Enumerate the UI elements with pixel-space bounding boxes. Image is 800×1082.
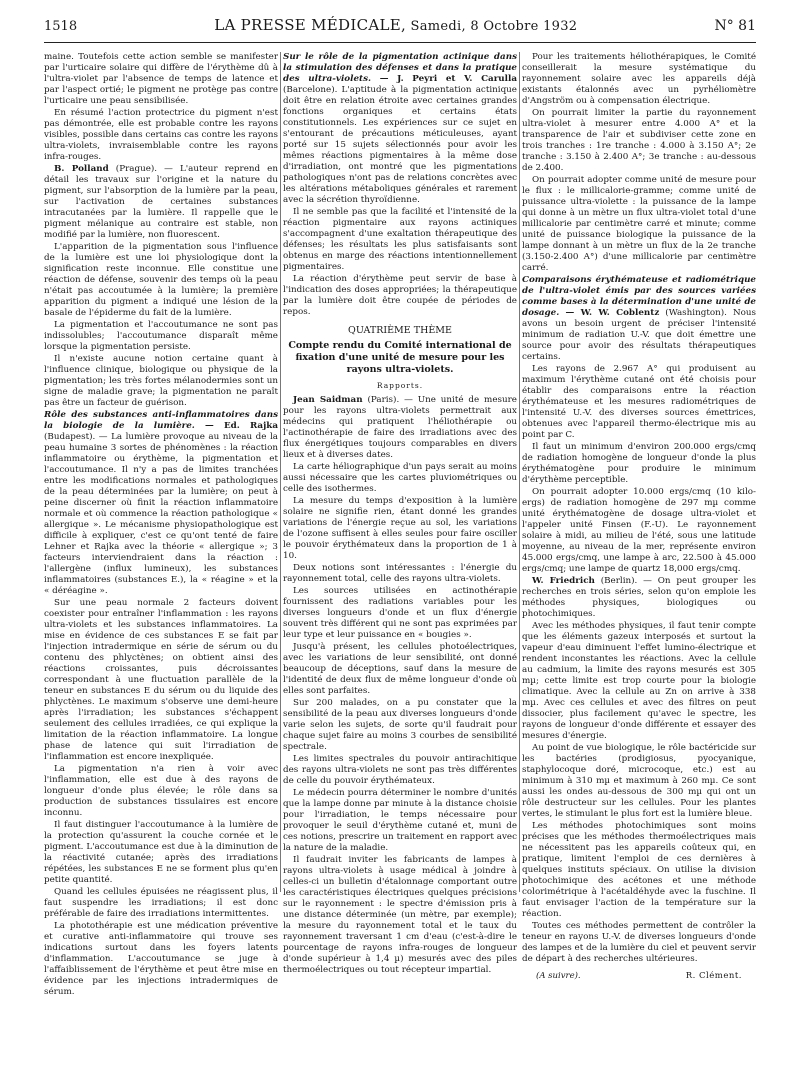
paragraph-text: En résumé l'action protectrice du pigment n'est pas démontrée, elle est probable contre les rayons visibles, possible dans certains cas contre les rayons ultra-violets, invraisemblable contre les rayons infra-rouges. xyxy=(44,108,278,162)
article-footer xyxy=(522,971,756,981)
author-location: (Washington). xyxy=(659,308,733,318)
paragraph xyxy=(44,320,278,353)
paragraph-text: maine. Toutefois cette action semble se manifester par l'urticaire solaire qui diffère de l'érythème dû à l'ultra-violet par l'absence de temps de latence et par l'aspect ortié; le pigment ne protège pas contre l'urticaire une peau sensibilisée. xyxy=(44,52,278,106)
paragraph-text: Les sources utilisées en actinothérapie fournissent des radiations variables pour les diverses longueurs d'onde et un flux d'énergie souvent très différent qui ne sont pas exprimées par leur type et leur puissance en « bougies ». xyxy=(283,586,517,640)
paragraph xyxy=(522,821,756,920)
author-name: Jean Saidman xyxy=(293,395,363,405)
paragraph-text: Les limites spectrales du pouvoir antirachitique des rayons ultra-violets ne sont pas très différentes de celle du pouvoir érythémateux. xyxy=(283,754,517,786)
paragraph-text: La pigmentation et l'accoutumance ne sont pas indissolubles; l'accoutumance disparaît même lorsque la pigmentation persiste. xyxy=(44,320,278,352)
paragraph-text: La photothérapie est une médication préventive et curative anti-inflammatoire qui trouve ses indications surtout dans les foyers latents d'inflammation. L'accoutumance se juge à l'affaiblissement de l'érythème et peut être mise en évidence par les injections intradermiques de sérum. xyxy=(44,921,278,997)
author-name: Ed. Rajka xyxy=(223,421,278,431)
paragraph xyxy=(283,496,517,562)
author-name: J. Peyri et V. Carulla xyxy=(397,74,517,84)
paragraph xyxy=(44,820,278,886)
paragraph xyxy=(283,52,517,206)
paragraph xyxy=(44,354,278,409)
reports-label: Rapports. xyxy=(376,381,424,390)
paragraph xyxy=(44,410,278,597)
paragraph-text: L'apparition de la pigmentation sous l'influence de la lumière est une loi physiologique dont la signification reste inconnue. Elle constitue une réaction de défense, souvenir des temps où la peau n'était pas accoutumée à la lumière; la première apparition du pigment a indiqué une lésion de la basale de l'épiderme du fait de la lumière. xyxy=(44,242,278,318)
paragraph-text: Sur 200 malades, on a pu constater que la sensibilité de la peau aux diverses longueurs d'onde varie selon les sujets, de sorte qu'il faudrait pour chaque sujet faire au moins 3 courbes de sensibilité spectrale. xyxy=(283,698,517,752)
paragraph xyxy=(283,698,517,753)
paragraph-text: Toutes ces méthodes permettent de contrôler la teneur en rayons U.-V. de diverses longueurs d'onde des lampes et de la lumière du ciel et peuvent servir de départ à des recherches ultérieures. xyxy=(522,921,756,964)
paragraph xyxy=(44,764,278,819)
journal-name: LA PRESSE MÉDICALE, xyxy=(214,16,407,34)
author-location: (Budapest). — xyxy=(44,432,112,442)
author-name: W. Friedrich xyxy=(532,576,595,586)
column-3 xyxy=(522,52,756,1062)
paragraph xyxy=(283,395,517,461)
issue-date: Samedi, 8 Octobre 1932 xyxy=(410,19,578,34)
paragraph-text: Deux notions sont intéressantes : l'énergie du rayonnement total, celle des rayons ultra-violets. xyxy=(283,563,517,584)
paragraph xyxy=(522,487,756,575)
paragraph xyxy=(283,642,517,697)
paragraph-text: La mesure du temps d'exposition à la lumière solaire ne signifie rien, étant donné les grandes variations de l'énergie reçue au sol, les variations de l'ozone suffisent à elles seules pour faire osciller le pouvoir érythémateux dans la proportion de 1 à 10. xyxy=(283,496,517,561)
signature: R. Clément. xyxy=(685,971,742,981)
paragraph xyxy=(44,598,278,763)
paragraph xyxy=(522,743,756,820)
author-location: (Barcelone). xyxy=(283,85,342,95)
paragraph xyxy=(44,242,278,319)
article-title: Rôle des substances anti-inflammatoires dans la biologie de la lumière. — xyxy=(44,410,278,431)
paragraph-text: Il faut un minimum d'environ 200.000 ergs/cmq de radiation homogène de longueur d'onde la plus érythématogène pour produire le minimum d'érythème perceptible. xyxy=(522,442,756,485)
paragraph-text: On peut grouper les recherches en trois séries, selon qu'on emploie les méthodes physiques, biologiques ou photochimiques. xyxy=(522,576,756,619)
paragraph xyxy=(283,788,517,854)
paragraph-text: Pour les traitements héliothérapiques, le Comité conseillerait la mesure systématique du rayonnement solaire avec les appareils déjà existants étalonnés avec un pyrhéliomètre d'Angström ou à compensation électrique. xyxy=(522,52,756,106)
paragraph xyxy=(283,274,517,318)
paragraph-text: La pigmentation n'a rien à voir avec l'inflammation, elle est due à des rayons de longueur d'onde plus élevée; le rôle dans sa production de substances tissulaires est encore inconnu. xyxy=(44,764,278,818)
column-divider xyxy=(280,52,281,892)
paragraph-text: On pourrait adopter comme unité de mesure pour le flux : le millicalorie-gramme; comme unité de puissance ultra-violette : la puissance de la lampe qui donne à un mètre un flux ultra-violet total d'une millicalorie par centimètre carré et minute; comme unité de puissance biologique la puissance de la lampe donnant à un mètre un flux de la 2e tranche (3.150-2.400 A°) d'une millicalorie par centimètre carré. xyxy=(522,175,756,273)
author-name: W. W. Coblentz xyxy=(580,308,660,318)
paragraph-text: Il faut distinguer l'accoutumance à la lumière de la protection qu'assurent la couche cornée et le pigment. L'accoutumance est due à la diminution de la réactivité cutanée; après des irradiations répétées, les substances E ne se forment plus qu'en petite quantité. xyxy=(44,820,278,885)
page-header xyxy=(44,16,756,38)
author-location: (Prague). — xyxy=(108,164,180,174)
column-1 xyxy=(44,52,278,1062)
paragraph xyxy=(522,52,756,107)
paragraph xyxy=(283,563,517,585)
article-title: Sur le rôle de la pigmentation actinique dans la stimulation des défenses et dans la pratique des ultra-violets. — xyxy=(283,52,517,84)
paragraph xyxy=(522,364,756,441)
paragraph-text: Une unité de mesure pour les rayons ultra-violets permettrait aux médecins qui pratiquent l'héliothérapie ou l'actinothérapie de faire des irradiations avec des flux énergétiques toujours comparables en divers lieux et à diverses dates. xyxy=(283,395,517,460)
paragraph xyxy=(44,164,278,241)
author-location: (Berlin). — xyxy=(594,576,658,586)
paragraph xyxy=(44,887,278,920)
paragraph-text: Avec les méthodes physiques, il faut tenir compte que les éléments gazeux interposés et surtout la vapeur d'eau diminuent l'effet lumino-électrique et rendent inconstantes les réactions. Avec la cellule au cadmium, la limite des rayons mesurés est 305 mµ; cette limite est trop courte pour la biologie climatique. Avec la cellule au Zn on arrive à 338 mµ. Avec ces cellules et avec des filtres on peut dissocier, plus facilement qu'avec le spectre, les rayons de longueur d'onde différente et essayer des mesures d'énergie. xyxy=(522,621,756,741)
paragraph-text: Il n'existe aucune notion certaine quant à l'influence clinique, biologique ou physique de la pigmentation; les très fortes mélanodermies sont un signe de maladie grave; la pigmentation ne paraît pas être un facteur de guérison. xyxy=(44,354,278,408)
paragraph-text: Le médecin pourra déterminer le nombre d'unités que la lampe donne par minute à la distance choisie pour l'irradiation, le temps nécessaire pour provoquer le seuil d'érythème cutané et, muni de ces notions, prescrire un traitement en rapport avec la nature de la maladie. xyxy=(283,788,517,853)
paragraph-text: La carte héliographique d'un pays serait au moins aussi nécessaire que les cartes pluviométriques ou celle des isothermes. xyxy=(283,462,517,494)
column-2 xyxy=(283,52,517,1062)
continued-note: (A suivre). xyxy=(536,971,581,981)
paragraph xyxy=(283,855,517,976)
paragraph-text: L'auteur reprend en détail les travaux sur l'origine et la nature du pigment, sur l'absorption de la lumière par la peau, sur l'activation de certaines substances intracutanées par la lumière. Il rappelle que le pigment mélanique au contraire est stable, non modifié par la lumière, non fluorescent. xyxy=(44,164,278,240)
paragraph-text: Au point de vue biologique, le rôle bactéricide sur les bactéries (prodigiosus, pyocyanique, staphylocoque doré, microcoque, etc.) est au minimum à 310 mµ et maximum à 260 mµ. Ce sont aussi les ondes au-dessous de 300 mµ qui ont un rôle destructeur sur les cellules. Pour les plantes vertes, le stimulant le plus fort est la lumière bleue. xyxy=(522,743,756,819)
paragraph-text: La réaction d'érythème peut servir de base à l'indication des doses appropriées; la thérapeutique par la lumière doit être coupée de périodes de repos. xyxy=(283,274,517,317)
paragraph xyxy=(522,175,756,274)
paragraph xyxy=(283,754,517,787)
section-subtitle: Compte rendu du Comité international de fixation d'une unité de mesure pour les rayons ultra-violets. xyxy=(288,340,512,375)
paragraph xyxy=(522,921,756,965)
author-location: (Paris). — xyxy=(362,395,418,405)
issue-number: N° 81 xyxy=(714,18,756,34)
paragraph-text: Il ne semble pas que la facilité et l'intensité de la réaction pigmentaire aux rayons actiniques s'accompagnent d'une exaltation thérapeutique des défenses; les résultats les plus satisfaisants sont obtenus en marge des réactions intentionnellement pigmentaires. xyxy=(283,207,517,272)
paragraph xyxy=(522,442,756,486)
paragraph xyxy=(522,275,756,363)
paragraph-text: On pourrait adopter 10.000 ergs/cmq (10 kilo-ergs) de radiation homogène de 297 mµ comme unité érythématogène de dosage ultra-violet et l'appeler unité Finsen (F.-U). Le rayonnement solaire à midi, au milieu de l'été, sous une latitude moyenne, au niveau de la mer, représente environ 45.000 ergs/cmq, une lampe à arc, 22.500 à 45.000 ergs/cmq; une lampe de quartz 18,000 ergs/cmq. xyxy=(522,487,756,574)
paragraph-text: Les méthodes photochimiques sont moins précises que les méthodes thermoélectriques mais ne nécessitent pas les appareils coûteux qui, en pratique, limitent l'emploi de ces dernières à quelques instituts spéciaux. On utilise la division photochimique des acétones et une méthode colorimétrique à l'acétaldéhyde avec la fuschine. Il faut envisager l'action de la température sur la réaction. xyxy=(522,821,756,919)
paragraph xyxy=(283,462,517,495)
paragraph xyxy=(283,586,517,641)
column-divider xyxy=(519,52,520,892)
masthead xyxy=(214,16,577,34)
paragraph xyxy=(283,207,517,273)
header-rule xyxy=(44,42,756,43)
paragraph-text: Jusqu'à présent, les cellules photoélectriques, avec les variations de leur sensibilité, ont donné beaucoup de déceptions, sauf dans la mesure de l'identité de deux flux de même longueur d'onde où elles sont parfaites. xyxy=(283,642,517,696)
paragraph-text: Nous avons un besoin urgent de préciser l'intensité minimum de radiation U.-V. que doit émettre une source pour avoir des résultats thérapeutiques certains. xyxy=(522,308,756,362)
paragraph xyxy=(44,52,278,107)
paragraph-text: On pourrait limiter la partie du rayonnement ultra-violet à mesurer entre 4.000 A° et la transparence de l'air et subdiviser cette zone en trois tranches : 1re tranche : 4.000 à 3.150 A°; 2e tranche : 3.150 à 2.400 A°; 3e tranche : au-dessous de 2.400. xyxy=(522,108,756,173)
paragraph-text: L'aptitude à la pigmentation actinique doit être en relation étroite avec certaines grandes fonctions organiques et certains états constitutionnels. Les expériences sur ce sujet en s'entourant de précautions méticuleuses, ayant porté sur 15 sujets sélectionnés pour avoir les mêmes réactions pigmentaires à la même dose d'irradiation, ont montré que les pigmentations pathologiques n'ont pas de relations concrètes avec les altérations métaboliques générales et rarement avec la sécrétion thyroïdienne. xyxy=(283,85,517,205)
paragraph xyxy=(522,108,756,174)
paragraph xyxy=(522,621,756,742)
paragraph-text: Sur une peau normale 2 facteurs doivent coexister pour entraîner l'inflammation : les rayons ultra-violets et les substances inflammatoires. La mise en évidence de ces substances E se fait par l'injection intradermique en série de sérum ou du contenu des phlyctènes; on obtient ainsi des réactions croissantes, puis décroissantes correspondant à une fluctuation parallèle de la teneur en substances E du sérum ou du liquide des phlyctènes. Le maximum s'observe une demi-heure après l'irradiation; les substances s'échappent seulement des cellules irradiées, ce qui explique la limitation de la réaction inflammatoire. La longue phase de latence qui suit l'irradiation de l'inflammation est encore inexpliquée. xyxy=(44,598,278,762)
paragraph-text: Il faudrait inviter les fabricants de lampes à rayons ultra-violets à usage médical à joindre à celles-ci un bulletin d'étalonnage comportant outre les caractéristiques électriques quelques précisions sur le rayonnement : le spectre d'émission pris à une distance déterminée (un mètre, par exemple); la mesure du rayonnement total et le taux du rayonnement traversant 1 cm d'eau (c'est-à-dire le pourcentage de rayons infra-rouges de longueur d'onde supérieur à 1,4 µ) mesurés avec des piles thermoélectriques ou tout récepteur impartial. xyxy=(283,855,517,975)
article-title: Comparaisons érythémateuse et radiométrique de l'ultra-violet émis par des sources variées comme bases à la détermination d'une unité de dosage. — xyxy=(522,275,756,318)
paragraph-text: Quand les cellules épuisées ne réagissent plus, il faut suspendre les irradiations; il est donc préférable de faire des irradiations intermittentes. xyxy=(44,887,278,919)
article-columns xyxy=(44,52,756,1062)
paragraph xyxy=(44,108,278,163)
page-number: 1518 xyxy=(44,19,78,34)
paragraph xyxy=(44,921,278,998)
paragraph-text: La lumière provoque au niveau de la peau humaine 3 sortes de phénomènes : la réaction inflammatoire ou érythème, la pigmentation et l'accoutumance. Il n'y a pas de limites tranchées entre les modifications normales et pathologiques de la peau déterminées par la lumière; on peut à peine discerner où finit la réaction inflammatoire normale et où commence la réaction pathologique « allergique ». Le mécanisme physiopathologique est difficile à expliquer, c'est ce qu'ont tenté de faire Lehner et Rajka avec la théorie « allergique »; 3 facteurs interviendraient dans la réaction : l'allergène (influx lumineux), les substances inflammatoires (substances E.), la « réagine » et la « déréagine ». xyxy=(44,432,278,596)
paragraph xyxy=(522,576,756,620)
section-heading: QUATRIÈME THÈME xyxy=(348,325,452,336)
paragraph-text: Les rayons de 2.967 A° qui produisent au maximum l'érythème cutané ont été choisis pour établir des comparaisons entre la réaction érythémateuse et les mesures radiométriques de l'intensité U.-V. des diverses sources émettrices, obtenues avec l'appareil thermo-électrique mis au point par C. xyxy=(522,364,756,440)
author-name: B. Polland xyxy=(54,164,109,174)
